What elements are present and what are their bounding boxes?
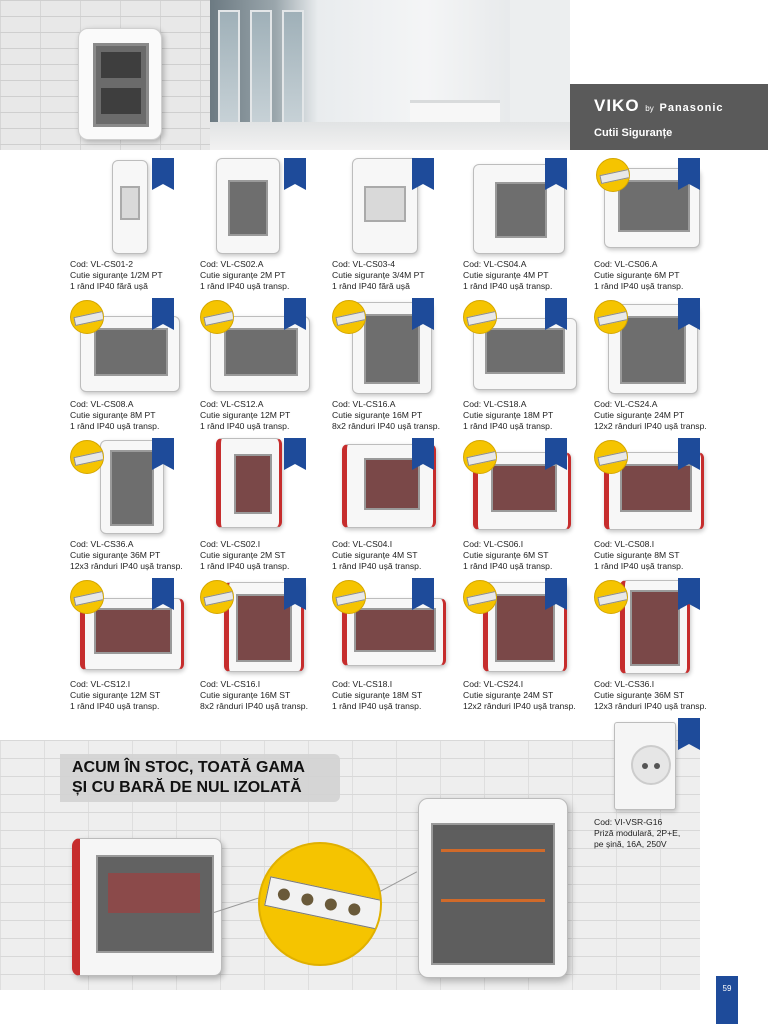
- terminal-screw: [347, 902, 361, 916]
- product-spec: 12x2 rânduri IP40 ușă transp.: [463, 701, 576, 711]
- product-card: [70, 158, 202, 298]
- product-spec: 12x2 rânduri IP40 ușă transp.: [594, 421, 707, 431]
- product-name: Cutie siguranțe 18M PT: [463, 410, 554, 420]
- product-name: Cutie siguranțe 3/4M PT: [332, 270, 425, 280]
- product-name: Cutie siguranțe 1/2M PT: [70, 270, 163, 280]
- product-code: Cod: VL-CS01-2: [70, 259, 134, 269]
- corner-flag-icon: [152, 438, 174, 464]
- product-name: Cutie siguranțe 6M PT: [594, 270, 680, 280]
- product-name: Cutie siguranțe 36M ST: [594, 690, 685, 700]
- fuse-box-door: [630, 590, 680, 666]
- neutral-bar-badge-icon: [463, 580, 497, 614]
- product-description: [200, 259, 334, 292]
- corner-flag-icon: [678, 718, 700, 744]
- hero-fuse-box-image: [78, 28, 162, 140]
- product-spec: 1 rând IP40 ușă transp.: [200, 281, 290, 291]
- corner-flag-icon: [284, 438, 306, 464]
- product-name: Cutie siguranțe 16M PT: [332, 410, 423, 420]
- fuse-box-door: [620, 464, 692, 512]
- product-description: [463, 679, 597, 712]
- neutral-bar-badge-icon: [594, 300, 628, 334]
- product-code: Cod: VL-CS02.A: [200, 259, 264, 269]
- product-name: Cutie siguranțe 24M PT: [594, 410, 685, 420]
- product-description: [594, 539, 728, 572]
- promo-headline-line2: ȘI CU BARĂ DE NUL IZOLATĂ: [72, 779, 302, 796]
- product-spec: 1 rând IP40 ușă transp.: [594, 281, 684, 291]
- page-number: 59: [716, 976, 738, 1024]
- product-code: Cod: VL-CS12.A: [200, 399, 264, 409]
- product-description: [594, 679, 728, 712]
- fuse-box-door: [228, 180, 268, 236]
- corner-flag-icon: [678, 578, 700, 604]
- product-code: Cod: VL-CS24.A: [594, 399, 658, 409]
- fuse-box-door: [485, 328, 565, 374]
- neutral-bar-badge-icon: [332, 580, 366, 614]
- product-code: Cod: VL-CS02.I: [200, 539, 261, 549]
- brand-strip: [570, 84, 768, 150]
- product-description: [594, 399, 728, 432]
- product-description: [70, 399, 204, 432]
- product-code: Cod: VL-CS36.A: [70, 539, 134, 549]
- neutral-bar-badge-icon: [200, 580, 234, 614]
- neutral-bar-badge-icon: [70, 300, 104, 334]
- product-spec: 1 rând IP40 ușă transp.: [332, 701, 422, 711]
- neutral-bar-badge-icon: [332, 300, 366, 334]
- product-spec: 1 rând IP40 ușă transp.: [463, 281, 553, 291]
- product-name: Cutie siguranțe 16M ST: [200, 690, 291, 700]
- product-description: [594, 259, 728, 292]
- neutral-bar-closeup-icon: [258, 842, 382, 966]
- neutral-bar-badge-icon: [463, 300, 497, 334]
- product-spec: pe șină, 16A, 250V: [594, 839, 667, 849]
- terminal-screw: [300, 892, 314, 906]
- product-image: [342, 438, 452, 538]
- product-description: [332, 399, 466, 432]
- product-code: Cod: VL-CS16.A: [332, 399, 396, 409]
- product-description: [70, 539, 204, 572]
- corner-flag-icon: [284, 158, 306, 184]
- promo-headline-line1: ACUM ÎN STOC, TOATĂ GAMA: [72, 759, 305, 776]
- product-spec: 1 rând IP40 ușă transp.: [463, 561, 553, 571]
- product-card: [332, 578, 464, 718]
- fuse-box-door: [431, 823, 555, 965]
- product-spec: 1 rând IP40 ușă transp.: [200, 421, 290, 431]
- product-description: [463, 259, 597, 292]
- product-name: Priză modulară, 2P+E,: [594, 828, 681, 838]
- product-code: Cod: VI-VSR-G16: [594, 817, 663, 827]
- corner-flag-icon: [412, 158, 434, 184]
- terminal-screw: [324, 897, 338, 911]
- product-card: [332, 158, 464, 298]
- corner-flag-icon: [152, 158, 174, 184]
- window-pane: [250, 10, 272, 130]
- product-code: Cod: VL-CS24.I: [463, 679, 524, 689]
- fuse-box-door: [495, 182, 547, 238]
- logo-main: VIKO: [594, 96, 640, 115]
- fuse-box-door: [93, 43, 149, 127]
- product-description: [463, 399, 597, 432]
- product-card: [332, 438, 464, 578]
- product-card: [594, 158, 726, 298]
- fuse-box-door: [354, 608, 436, 652]
- product-spec: 1 rând IP40 ușă transp.: [70, 421, 160, 431]
- fuse-box-door: [620, 316, 686, 384]
- product-name: Cutie siguranțe 18M ST: [332, 690, 423, 700]
- section-title: Cutii Siguranțe: [594, 127, 673, 139]
- product-card: [70, 298, 202, 438]
- product-code: Cod: VL-CS36.I: [594, 679, 655, 689]
- product-description: [332, 259, 466, 292]
- din-rail-line: [441, 899, 545, 902]
- product-spec: 1 rând IP40 ușă transp.: [70, 701, 160, 711]
- corner-flag-icon: [152, 298, 174, 324]
- product-code: Cod: VL-CS12.I: [70, 679, 131, 689]
- neutral-bar-badge-icon: [596, 158, 630, 192]
- product-code: Cod: VL-CS04.A: [463, 259, 527, 269]
- corner-flag-icon: [545, 158, 567, 184]
- window-pane: [218, 10, 240, 130]
- large-fuse-box-left: [72, 838, 222, 976]
- neutral-bar-badge-icon: [594, 440, 628, 474]
- product-code: Cod: VL-CS18.I: [332, 679, 393, 689]
- product-description: [463, 539, 597, 572]
- corner-flag-icon: [545, 438, 567, 464]
- din-rail-line: [441, 849, 545, 852]
- fuse-box-door: [110, 450, 154, 526]
- product-spec: 8x2 rânduri IP40 ușă transp.: [200, 701, 308, 711]
- product-card: [200, 158, 332, 298]
- corner-flag-icon: [412, 298, 434, 324]
- corner-flag-icon: [412, 438, 434, 464]
- product-card: [463, 578, 595, 718]
- interior-photo: [210, 0, 570, 150]
- product-name: Cutie siguranțe 36M PT: [70, 550, 161, 560]
- product-spec: 1 rând IP40 ușă transp.: [463, 421, 553, 431]
- socket-description: [594, 817, 734, 850]
- viko-logo: [594, 96, 724, 116]
- product-name: Cutie siguranțe 2M PT: [200, 270, 286, 280]
- neutral-bar-badge-icon: [594, 580, 628, 614]
- product-description: [70, 679, 204, 712]
- product-card: [200, 298, 332, 438]
- corner-flag-icon: [678, 298, 700, 324]
- fuse-box-opening: [364, 186, 406, 222]
- product-description: [70, 259, 204, 292]
- product-card: [200, 438, 332, 578]
- large-fuse-box-right: [418, 798, 568, 978]
- terminal-screw: [277, 887, 291, 901]
- product-spec: 8x2 rânduri IP40 ușă transp.: [332, 421, 440, 431]
- corner-flag-icon: [412, 578, 434, 604]
- product-card: [594, 438, 726, 578]
- window-pane: [282, 10, 304, 130]
- modular-socket-image: [614, 722, 676, 810]
- product-spec: 1 rând IP40 fără ușă: [332, 281, 410, 291]
- product-code: Cod: VL-CS04.I: [332, 539, 393, 549]
- product-card: [463, 298, 595, 438]
- product-name: Cutie siguranțe 24M ST: [463, 690, 554, 700]
- product-spec: 12x3 rânduri IP40 ușă transp.: [594, 701, 707, 711]
- product-code: Cod: VL-CS08.A: [70, 399, 134, 409]
- product-name: Cutie siguranțe 2M ST: [200, 550, 286, 560]
- product-name: Cutie siguranțe 8M PT: [70, 410, 156, 420]
- product-code: Cod: VL-CS06.I: [463, 539, 524, 549]
- product-spec: 1 rând IP40 fără ușă: [70, 281, 148, 291]
- product-description: [332, 679, 466, 712]
- product-spec: 1 rând IP40 ușă transp.: [200, 561, 290, 571]
- fuse-box-door: [94, 608, 172, 654]
- corner-flag-icon: [284, 298, 306, 324]
- fuse-box-door: [94, 328, 168, 376]
- corner-flag-icon: [678, 438, 700, 464]
- product-name: Cutie siguranțe 4M ST: [332, 550, 418, 560]
- product-description: [200, 679, 334, 712]
- product-image: [342, 158, 452, 258]
- neutral-bar-badge-icon: [70, 440, 104, 474]
- product-name: Cutie siguranțe 12M PT: [200, 410, 291, 420]
- product-spec: 12x3 rânduri IP40 ușă transp.: [70, 561, 183, 571]
- product-code: Cod: VL-CS06.A: [594, 259, 658, 269]
- product-card: [594, 578, 726, 718]
- neutral-bar: [264, 876, 382, 929]
- product-card: [70, 578, 202, 718]
- neutral-bar-badge-icon: [463, 440, 497, 474]
- corner-flag-icon: [545, 578, 567, 604]
- product-name: Cutie siguranțe 4M PT: [463, 270, 549, 280]
- product-code: Cod: VL-CS18.A: [463, 399, 527, 409]
- fuse-box-interior: [108, 873, 200, 913]
- corner-flag-icon: [152, 578, 174, 604]
- product-description: [200, 539, 334, 572]
- product-description: [332, 539, 466, 572]
- neutral-bar-badge-icon: [200, 300, 234, 334]
- product-card: [463, 438, 595, 578]
- product-name: Cutie siguranțe 12M ST: [70, 690, 161, 700]
- product-card: [332, 298, 464, 438]
- fuse-box-opening: [120, 186, 140, 220]
- product-code: Cod: VL-CS16.I: [200, 679, 261, 689]
- corner-flag-icon: [545, 298, 567, 324]
- floor: [210, 122, 570, 150]
- product-spec: 1 rând IP40 ușă transp.: [594, 561, 684, 571]
- socket-face-icon: [631, 745, 671, 785]
- corner-flag-icon: [284, 578, 306, 604]
- product-card: [463, 158, 595, 298]
- product-code: Cod: VL-CS03-4: [332, 259, 396, 269]
- logo-partner: Panasonic: [659, 102, 724, 114]
- product-card: [200, 578, 332, 718]
- fuse-box-door: [491, 464, 557, 512]
- product-code: Cod: VL-CS08.I: [594, 539, 655, 549]
- product-card: [70, 438, 202, 578]
- corner-flag-icon: [678, 158, 700, 184]
- product-name: Cutie siguranțe 8M ST: [594, 550, 680, 560]
- product-description: [200, 399, 334, 432]
- product-card: [594, 298, 726, 438]
- neutral-bar-badge-icon: [70, 580, 104, 614]
- product-name: Cutie siguranțe 6M ST: [463, 550, 549, 560]
- product-spec: 1 rând IP40 ușă transp.: [332, 561, 422, 571]
- fuse-box-door: [224, 328, 298, 376]
- fuse-box-door: [234, 454, 272, 514]
- logo-by: by: [645, 104, 654, 113]
